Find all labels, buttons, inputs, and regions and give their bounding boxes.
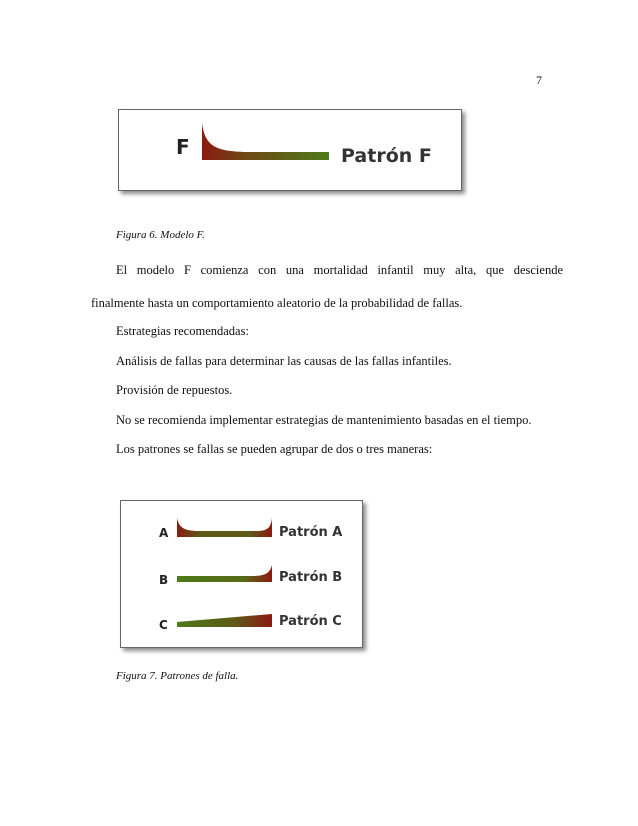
paragraph-strategies-heading: Estrategias recomendadas: — [116, 324, 249, 338]
paragraph-model-f-line2: finalmente hasta un comportamiento aleatorio de la probabilidad de fallas. — [91, 296, 463, 310]
figure-7-failure-patterns — [120, 500, 363, 648]
pattern-f-label: Patrón F — [341, 145, 432, 167]
figure-7-caption: Figura 7. Patrones de falla. — [116, 670, 239, 682]
figure-6-model-f — [118, 109, 462, 191]
pattern-b-letter: B — [159, 573, 169, 587]
figure-6-caption: Figura 6. Modelo F. — [116, 229, 205, 241]
paragraph-failure-analysis: Análisis de fallas para determinar las causas de las fallas infantiles. — [116, 354, 452, 368]
pattern-c-letter: C — [159, 618, 168, 632]
paragraph-no-time-based: No se recomienda implementar estrategias de mantenimiento basadas en el tiempo. — [116, 413, 532, 427]
pattern-b-curve — [177, 565, 272, 582]
pattern-a-label: Patrón A — [279, 525, 343, 540]
figure-6-graphic — [119, 110, 461, 190]
pattern-c-curve — [177, 614, 272, 627]
paragraph-patterns-grouping: Los patrones se fallas se pueden agrupar de dos o tres maneras: — [116, 442, 433, 456]
pattern-a-letter: A — [159, 526, 169, 540]
model-f-letter: F — [176, 135, 190, 159]
page-number: 7 — [536, 73, 542, 87]
model-f-curve — [202, 123, 329, 160]
pattern-b-label: Patrón B — [279, 570, 343, 585]
pattern-a-curve — [177, 518, 272, 537]
paragraph-model-f-line1: El modelo F comienza con una mortalidad infantil muy alta, que desciende — [116, 263, 563, 277]
paragraph-spare-parts: Provisión de repuestos. — [116, 383, 233, 397]
pattern-c-label: Patrón C — [279, 614, 342, 629]
figure-7-graphic — [121, 501, 362, 647]
